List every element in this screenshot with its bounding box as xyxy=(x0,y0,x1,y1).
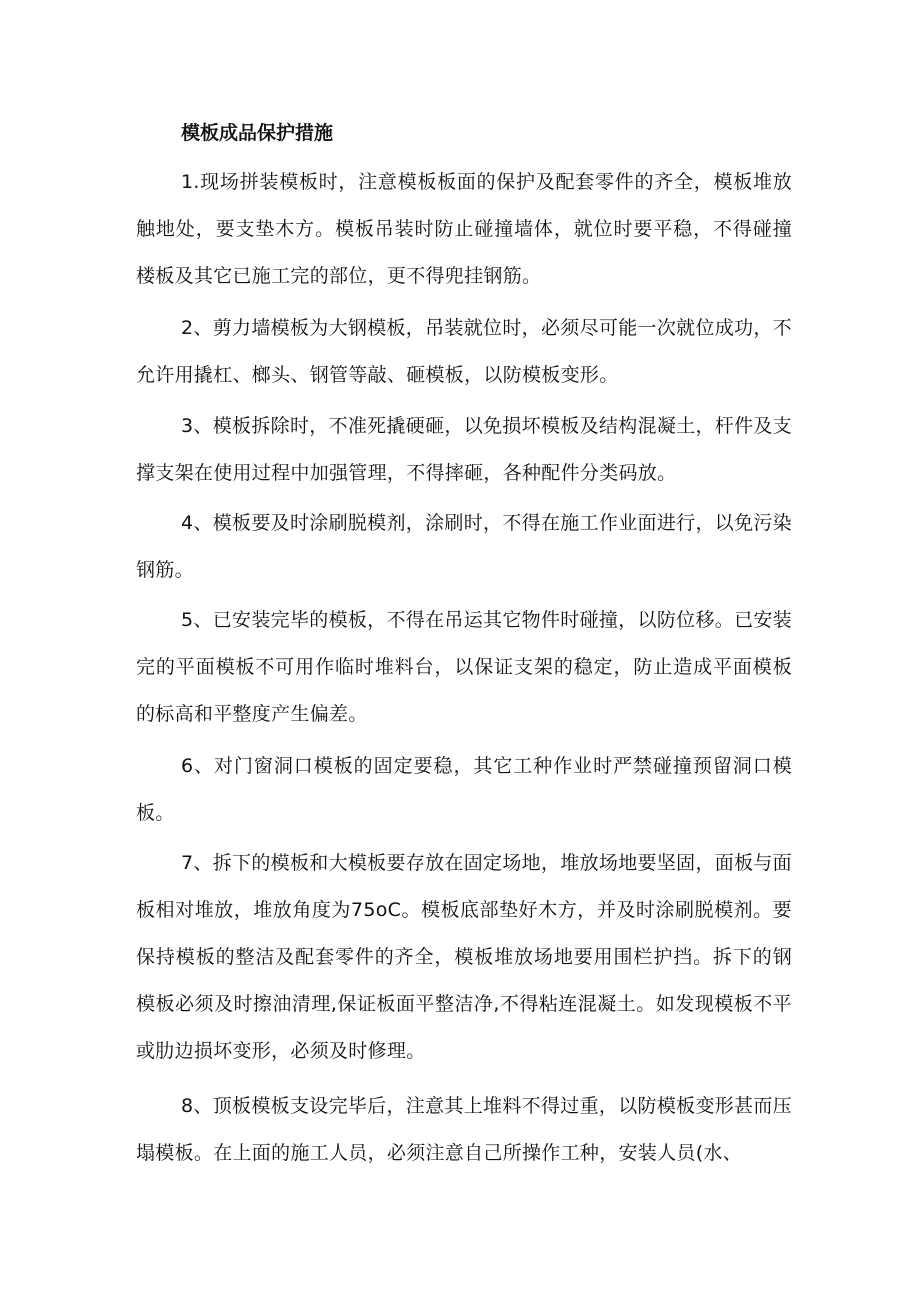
paragraph-3: 3、模板拆除时，不准死撬硬砸，以免损坏模板及结构混凝土，杆件及支撑支架在使用过程中加强管理，不得摔砸，各种配件分类码放。 xyxy=(136,415,792,484)
paragraph-5: 5、已安装完毕的模板，不得在吊运其它物件时碰撞，以防位移。已安装完的平面模板不可用作临时堆料台，以保证支架的稳定，防止造成平面模板的标高和平整度产生偏差。 xyxy=(136,609,792,725)
paragraph-2: 2、剪力墙模板为大钢模板，吊装就位时，必须尽可能一次就位成功，不允许用撬杠、榔头、钢管等敲、砸模板，以防模板变形。 xyxy=(136,317,792,386)
paragraph-1: 1.现场拼装模板时，注意模板板面的保护及配套零件的齐全，模板堆放触地处，要支垫木方。模板吊装时防止碰撞墙体，就位时要平稳，不得碰撞楼板及其它已施工完的部位，更不得兜挂钢筋。 xyxy=(136,171,792,287)
paragraph-6: 6、对门窗洞口模板的固定要稳，其它工种作业时严禁碰撞预留洞口模板。 xyxy=(136,755,792,824)
document-title: 模板成品保护措施 xyxy=(181,122,334,144)
paragraph-7: 7、拆下的模板和大模板要存放在固定场地，堆放场地要坚固，面板与面板相对堆放，堆放角度为75oC。模板底部垫好木方，并及时涂刷脱模剂。要保持模板的整洁及配套零件的齐全，模板堆放场地要用围栏护挡。拆下的钢模板必须及时擦油清理,保证板面平整洁净,不得粘连混凝土。如发现模板不平或肋边损坏变形，必须及时修理。 xyxy=(136,852,792,1062)
paragraph-4: 4、模板要及时涂刷脱模剂，涂刷时，不得在施工作业面进行，以免污染钢筋。 xyxy=(136,512,792,581)
paragraph-8: 8、顶板模板支设完毕后，注意其上堆料不得过重，以防模板变形甚而压塌模板。在上面的施工人员，必须注意自己所操作工种，安装人员(水、 xyxy=(136,1095,792,1164)
